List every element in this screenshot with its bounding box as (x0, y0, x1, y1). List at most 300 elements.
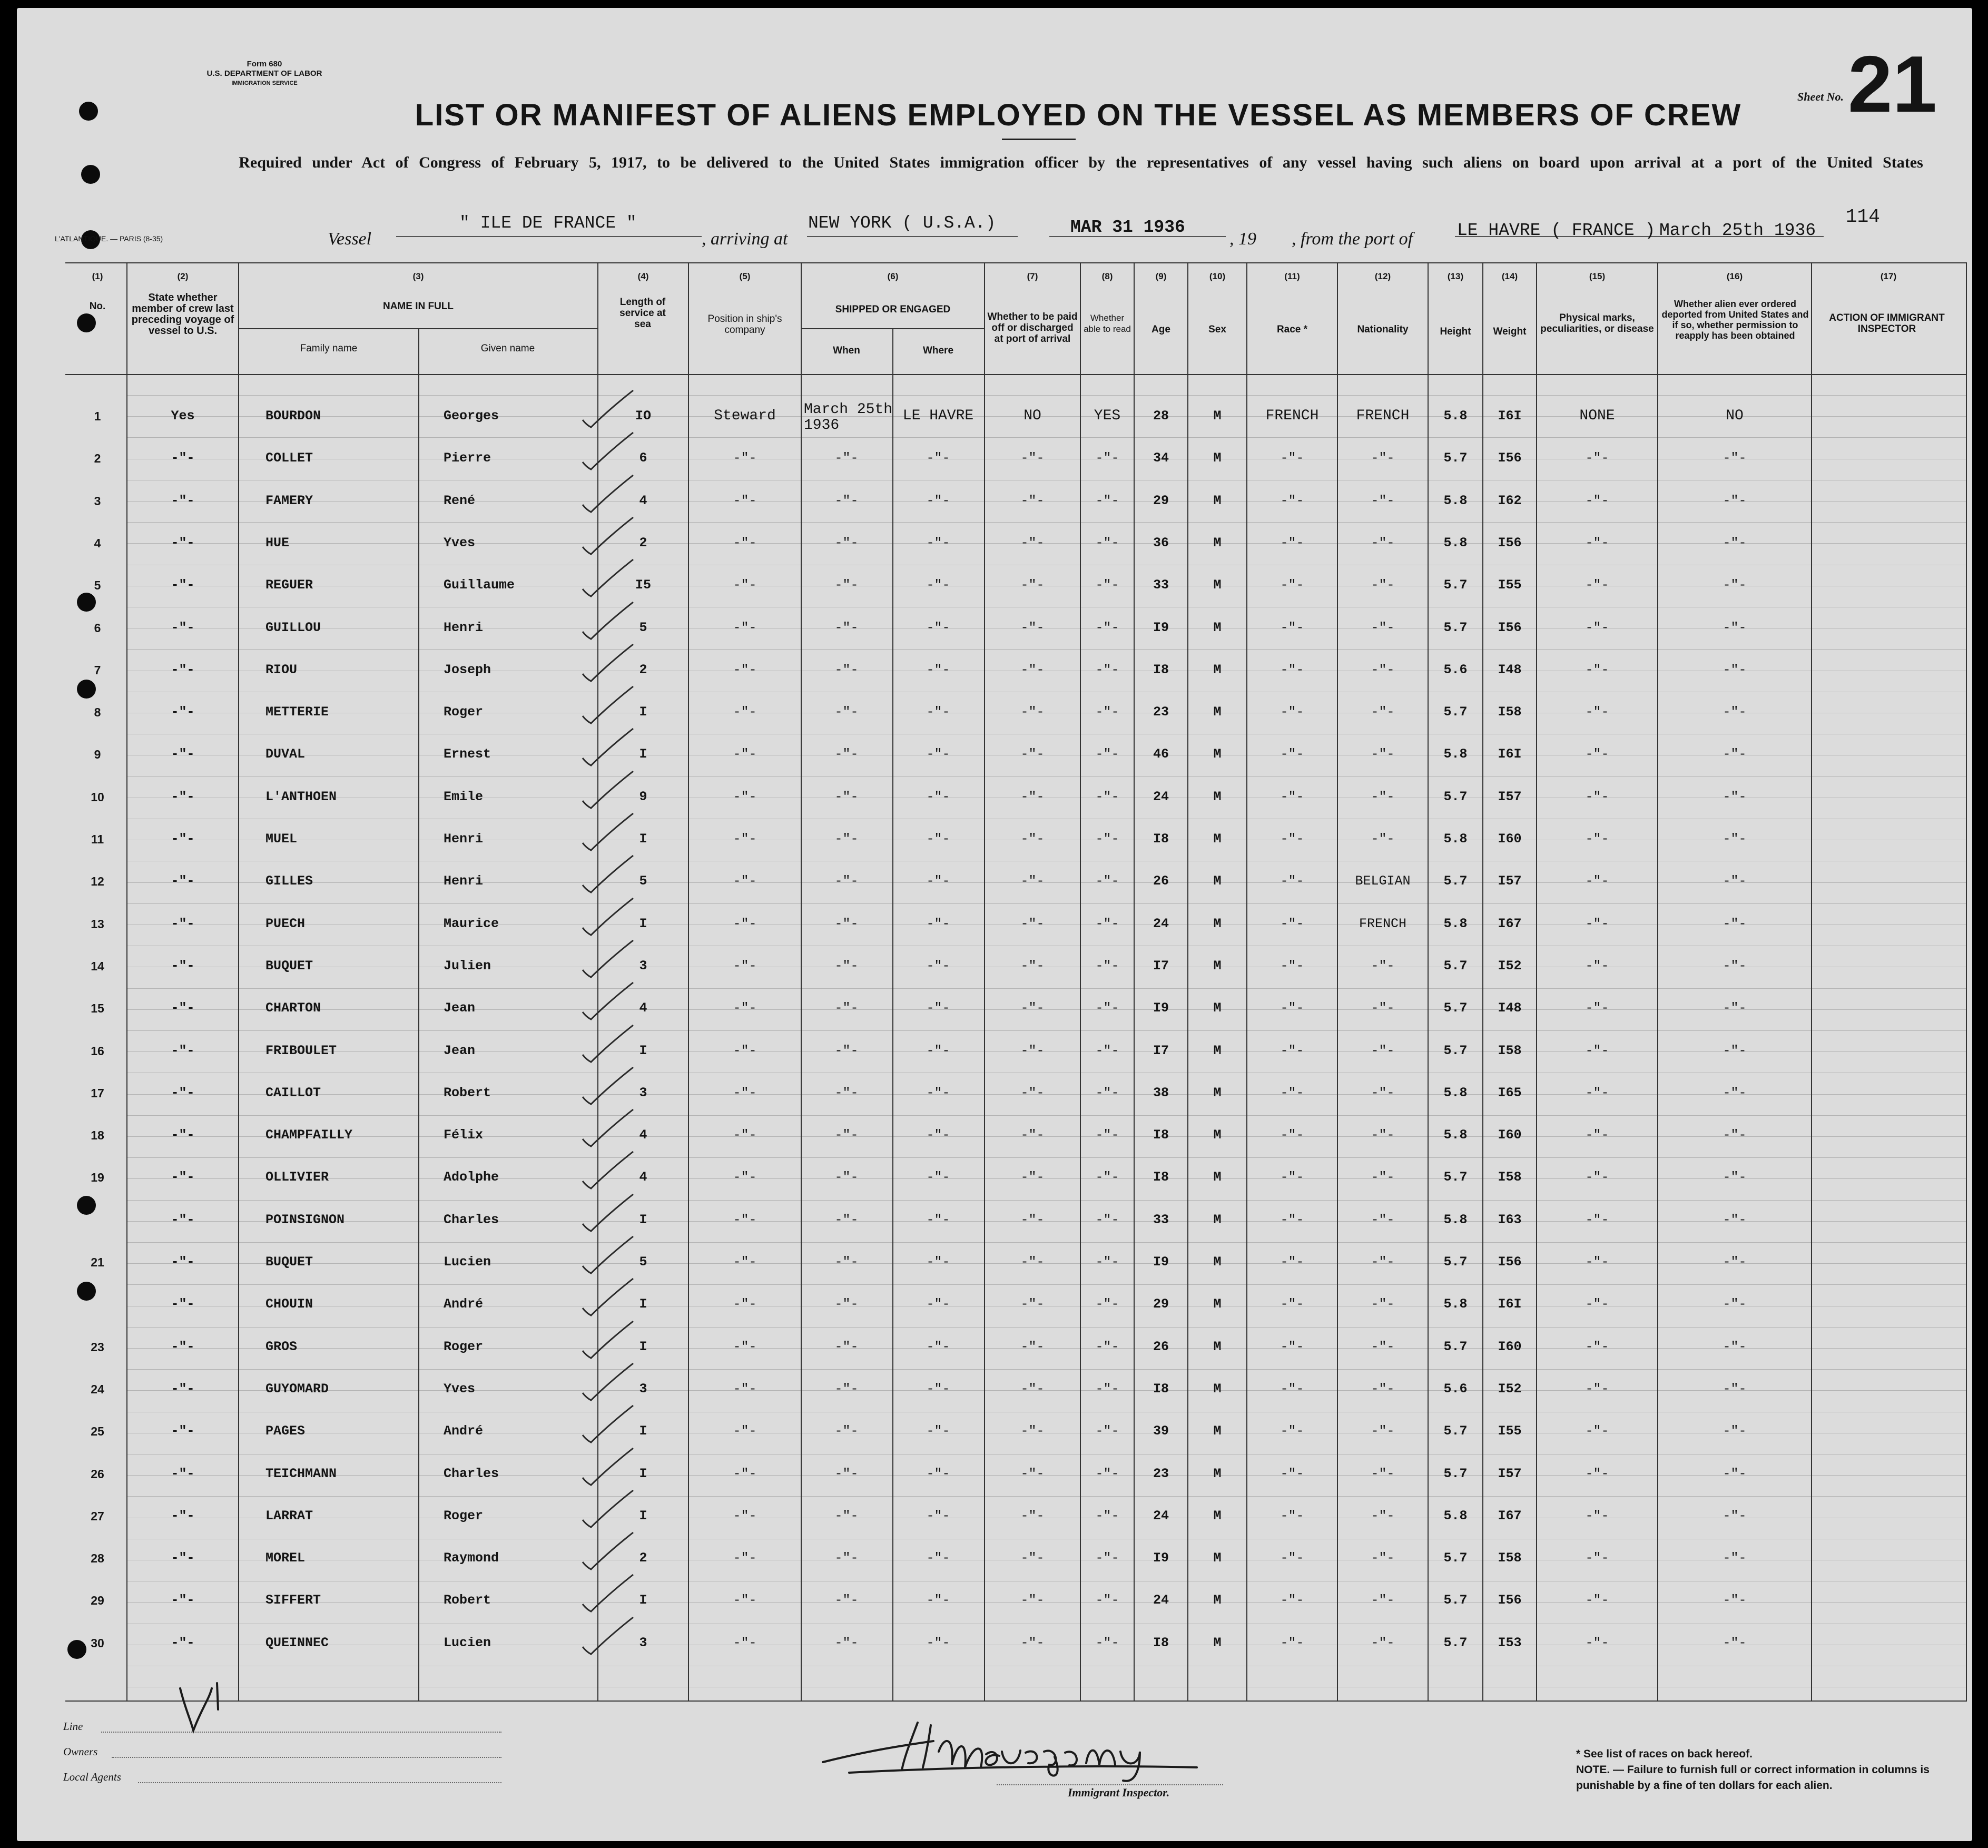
check-mark-icon (578, 1106, 636, 1148)
cell-marks: -"- (1585, 1593, 1609, 1608)
check-mark-icon (578, 1487, 636, 1529)
cell-sex: M (1213, 1466, 1222, 1481)
cell-paid: -"- (1020, 1254, 1045, 1270)
cell-age: 38 (1153, 1085, 1169, 1100)
cell-service: 4 (639, 493, 647, 508)
col-num-5: (5) (739, 271, 751, 281)
cell-sex: M (1213, 1085, 1222, 1100)
cell-given: Pierre (444, 450, 491, 466)
cell-family: REGUER (265, 577, 313, 593)
ruled-line (127, 395, 1966, 396)
cell-marks: -"- (1585, 789, 1609, 804)
cell-given: Henri (444, 873, 484, 889)
column-divider (1187, 262, 1188, 1700)
check-mark-icon (578, 810, 636, 852)
cell-family: PUECH (265, 916, 306, 931)
cell-sex: M (1213, 1635, 1222, 1650)
cell-position: -"- (733, 1043, 757, 1058)
cell-prev: -"- (171, 1000, 195, 1016)
column-divider (1657, 262, 1658, 1700)
cell-weight: I67 (1498, 1508, 1522, 1523)
cell-position: -"- (733, 1466, 757, 1481)
cell-position: -"- (733, 1169, 757, 1185)
cell-read: -"- (1095, 831, 1119, 847)
cell-height: 5.7 (1443, 1593, 1468, 1608)
cell-when: -"- (834, 916, 859, 931)
cell-sex: M (1213, 1423, 1222, 1439)
cell-given: André (444, 1296, 484, 1312)
cell-race: -"- (1280, 1423, 1304, 1439)
col-header-sex: Sex (1208, 324, 1226, 335)
check-mark-icon (578, 1445, 636, 1487)
arriving-port: NEW YORK ( U.S.A.) (808, 213, 996, 233)
ruled-line (127, 1115, 1966, 1116)
cell-age: 39 (1153, 1423, 1169, 1439)
column-divider (418, 329, 419, 1700)
cell-service: I (639, 1339, 647, 1354)
cell-sex: M (1213, 1127, 1222, 1143)
cell-weight: I6I (1498, 1296, 1522, 1312)
cell-family: GILLES (265, 873, 313, 889)
cell-family: OLLIVIER (265, 1169, 329, 1185)
cell-service: I (639, 1593, 647, 1608)
cell-when: -"- (834, 1339, 859, 1354)
cell-position: -"- (733, 958, 757, 974)
cell-weight: I6I (1498, 746, 1522, 762)
cell-no: 5 (94, 578, 101, 592)
cell-read: -"- (1095, 704, 1119, 720)
column-divider (984, 262, 985, 1700)
cell-sex: M (1213, 746, 1222, 762)
cell-marks: -"- (1585, 577, 1609, 593)
cell-prev: -"- (171, 958, 195, 974)
table-bottom-border (65, 1700, 1967, 1702)
cell-marks: -"- (1585, 535, 1609, 551)
cell-service: I (639, 1043, 647, 1058)
col-header-deported: Whether alien ever ordered deported from United States and if so, whether permission to reapply has been obtained (1661, 299, 1809, 341)
cell-height: 5.7 (1443, 1635, 1468, 1650)
cell-nationality: -"- (1371, 1085, 1395, 1100)
cell-paid: -"- (1020, 873, 1045, 889)
col-header-able-to-read: Whether able to read (1084, 313, 1131, 334)
cell-family: DUVAL (265, 746, 306, 762)
cell-prev: -"- (171, 1254, 195, 1270)
cell-service: 3 (639, 1381, 647, 1397)
ruled-line (127, 776, 1966, 777)
cell-race: -"- (1280, 1466, 1304, 1481)
cell-nationality: -"- (1371, 577, 1395, 593)
cell-nationality: -"- (1371, 746, 1395, 762)
cell-when: -"- (834, 704, 859, 720)
cell-family: L'ANTHOEN (265, 789, 337, 804)
cell-weight: I48 (1498, 662, 1522, 677)
cell-family: METTERIE (265, 704, 329, 720)
cell-paid: -"- (1020, 789, 1045, 804)
cell-age: 26 (1153, 873, 1169, 889)
cell-deported: NO (1726, 408, 1744, 424)
cell-nationality: -"- (1371, 1000, 1395, 1016)
owners-field (112, 1757, 501, 1758)
check-mark-icon (578, 556, 636, 598)
cell-when: -"- (834, 577, 859, 593)
cell-paid: -"- (1020, 1635, 1045, 1650)
cell-height: 5.7 (1443, 1254, 1468, 1270)
cell-given: Adolphe (444, 1169, 499, 1185)
col-num-9: (9) (1155, 271, 1167, 281)
cell-nationality: -"- (1371, 1381, 1395, 1397)
cell-marks: -"- (1585, 1296, 1609, 1312)
cell-deported: -"- (1723, 1212, 1747, 1227)
cell-height: 5.7 (1443, 1000, 1468, 1016)
title-underline (1002, 139, 1076, 140)
cell-deported: -"- (1723, 1508, 1747, 1523)
cell-sex: M (1213, 577, 1222, 593)
check-mark-icon (578, 514, 636, 556)
punch-hole (77, 1196, 96, 1215)
cell-where: -"- (926, 620, 950, 635)
cell-marks: -"- (1585, 746, 1609, 762)
cell-where: -"- (926, 916, 950, 931)
cell-service: I (639, 1508, 647, 1523)
cell-where: -"- (926, 1508, 950, 1523)
cell-marks: -"- (1585, 831, 1609, 847)
cell-sex: M (1213, 408, 1222, 424)
cell-nationality: -"- (1371, 1550, 1395, 1566)
subheader-rule (239, 328, 597, 329)
col-header-family-name: Family name (300, 343, 358, 354)
cell-read: -"- (1095, 577, 1119, 593)
cell-position: -"- (733, 1127, 757, 1143)
cell-marks: -"- (1585, 704, 1609, 720)
cell-height: 5.7 (1443, 704, 1468, 720)
cell-where: -"- (926, 831, 950, 847)
cell-where: -"- (926, 1254, 950, 1270)
cell-deported: -"- (1723, 704, 1747, 720)
cell-prev: -"- (171, 535, 195, 551)
cell-no: 29 (91, 1594, 104, 1607)
cell-race: -"- (1280, 493, 1304, 508)
check-mark-icon (578, 472, 636, 514)
cell-prev: -"- (171, 916, 195, 931)
cell-no: 21 (91, 1255, 104, 1269)
cell-age: I8 (1153, 1169, 1169, 1185)
cell-race: -"- (1280, 1593, 1304, 1608)
cell-service: I (639, 831, 647, 847)
cell-age: I9 (1153, 620, 1169, 635)
cell-when: -"- (834, 535, 859, 551)
cell-position: -"- (733, 577, 757, 593)
cell-when: -"- (834, 1635, 859, 1650)
col-num-13: (13) (1447, 271, 1464, 281)
cell-where: -"- (926, 1339, 950, 1354)
cell-age: 33 (1153, 577, 1169, 593)
check-mark-icon (578, 429, 636, 471)
column-divider (1134, 262, 1135, 1700)
cell-sex: M (1213, 958, 1222, 974)
cell-nationality: -"- (1371, 1423, 1395, 1439)
cell-service: I5 (635, 577, 651, 593)
cell-read: -"- (1095, 1085, 1119, 1100)
inspector-signature (818, 1715, 1218, 1788)
cell-service: I (639, 1466, 647, 1481)
cell-marks: -"- (1585, 873, 1609, 889)
cell-prev: -"- (171, 1423, 195, 1439)
cell-position: -"- (733, 746, 757, 762)
cell-nationality: -"- (1371, 1212, 1395, 1227)
cell-age: 34 (1153, 450, 1169, 466)
cell-deported: -"- (1723, 535, 1747, 551)
cell-prev: -"- (171, 1085, 195, 1100)
cell-weight: I55 (1498, 577, 1522, 593)
col-num-14: (14) (1501, 271, 1518, 281)
cell-paid: -"- (1020, 916, 1045, 931)
column-divider (1246, 262, 1247, 1700)
cell-nationality: -"- (1371, 704, 1395, 720)
cell-race: -"- (1280, 1254, 1304, 1270)
cell-when: -"- (834, 789, 859, 804)
cell-position: -"- (733, 1508, 757, 1523)
cell-deported: -"- (1723, 662, 1747, 677)
cell-paid: -"- (1020, 1466, 1045, 1481)
cell-age: I8 (1153, 1381, 1169, 1397)
cell-weight: I65 (1498, 1085, 1522, 1100)
col-header-service: Length of service at sea (619, 297, 666, 330)
cell-position: -"- (733, 1339, 757, 1354)
cell-age: 24 (1153, 789, 1169, 804)
cell-weight: I52 (1498, 1381, 1522, 1397)
cell-marks: -"- (1585, 1339, 1609, 1354)
cell-prev: -"- (171, 1508, 195, 1523)
column-divider (1428, 262, 1429, 1700)
cell-race: -"- (1280, 916, 1304, 931)
col-num-1: (1) (92, 271, 103, 281)
cell-prev: -"- (171, 450, 195, 466)
cell-nationality: -"- (1371, 493, 1395, 508)
cell-weight: I58 (1498, 1043, 1522, 1058)
cell-position: -"- (733, 704, 757, 720)
cell-nationality: FRENCH (1356, 408, 1410, 424)
cell-no: 18 (91, 1128, 104, 1142)
cell-when: -"- (834, 1550, 859, 1566)
ruled-line (127, 988, 1966, 989)
cell-height: 5.8 (1443, 408, 1468, 424)
cell-marks: -"- (1585, 1550, 1609, 1566)
cell-deported: -"- (1723, 916, 1747, 931)
footnote (1576, 1746, 1945, 1794)
cell-race: -"- (1280, 873, 1304, 889)
cell-weight: I53 (1498, 1635, 1522, 1650)
cell-read: -"- (1095, 1423, 1119, 1439)
cell-nationality: -"- (1371, 1508, 1395, 1523)
cell-paid: -"- (1020, 831, 1045, 847)
cell-when: -"- (834, 620, 859, 635)
cell-service: I (639, 1296, 647, 1312)
column-divider (1482, 262, 1483, 1700)
cell-sex: M (1213, 1296, 1222, 1312)
cell-family: SIFFERT (265, 1593, 321, 1608)
ruled-line (127, 1327, 1966, 1328)
cell-family: COLLET (265, 450, 313, 466)
cell-paid: -"- (1020, 450, 1045, 466)
cell-deported: -"- (1723, 1254, 1747, 1270)
cell-position: -"- (733, 1000, 757, 1016)
cell-race: FRENCH (1265, 408, 1319, 424)
check-mark-icon (578, 387, 636, 429)
cell-where: -"- (926, 873, 950, 889)
cell-age: I8 (1153, 1127, 1169, 1143)
cell-where: -"- (926, 1296, 950, 1312)
arriving-label: , arriving at (702, 229, 788, 249)
cell-marks: -"- (1585, 493, 1609, 508)
subheader-rule (802, 328, 984, 329)
col-header-age: Age (1152, 324, 1170, 335)
check-mark-icon (578, 1275, 636, 1318)
cell-given: Robert (444, 1593, 491, 1608)
year-label: , 19 (1229, 229, 1256, 249)
cell-service: 4 (639, 1127, 647, 1143)
cell-given: Raymond (444, 1550, 499, 1566)
cell-height: 5.7 (1443, 577, 1468, 593)
cell-paid: -"- (1020, 1000, 1045, 1016)
cell-nationality: -"- (1371, 1043, 1395, 1058)
cell-family: MUEL (265, 831, 298, 847)
cell-position: -"- (733, 916, 757, 931)
cell-age: I7 (1153, 958, 1169, 974)
cell-marks: -"- (1585, 1127, 1609, 1143)
cell-paid: -"- (1020, 1169, 1045, 1185)
cell-age: 29 (1153, 493, 1169, 508)
cell-no: 6 (94, 621, 101, 635)
cell-when: -"- (834, 1508, 859, 1523)
column-divider (688, 262, 689, 1700)
cell-when: -"- (834, 746, 859, 762)
date-stamp: MAR 31 1936 (1070, 218, 1185, 237)
cell-age: I9 (1153, 1254, 1169, 1270)
column-divider (126, 262, 127, 1700)
cell-sex: M (1213, 789, 1222, 804)
cell-service: 2 (639, 535, 647, 551)
cell-race: -"- (1280, 577, 1304, 593)
cell-where: -"- (926, 1085, 950, 1100)
cell-paid: -"- (1020, 1593, 1045, 1608)
cell-race: -"- (1280, 1127, 1304, 1143)
cell-marks: -"- (1585, 1169, 1609, 1185)
owners-label: Owners (63, 1745, 98, 1758)
col-header-previous-voyage: State whether member of crew last preceding voyage of vessel to U.S. (131, 292, 234, 337)
cell-paid: NO (1023, 408, 1041, 424)
cell-height: 5.8 (1443, 916, 1468, 931)
cell-where: -"- (926, 746, 950, 762)
cell-height: 5.8 (1443, 1212, 1468, 1227)
cell-deported: -"- (1723, 1296, 1747, 1312)
cell-deported: -"- (1723, 873, 1747, 889)
cell-deported: -"- (1723, 1043, 1747, 1058)
cell-given: Henri (444, 831, 484, 847)
cell-read: -"- (1095, 1550, 1119, 1566)
cell-marks: -"- (1585, 1508, 1609, 1523)
cell-position: -"- (733, 662, 757, 677)
check-mark-icon (578, 1318, 636, 1360)
cell-age: I9 (1153, 1550, 1169, 1566)
cell-marks: -"- (1585, 662, 1609, 677)
line-label: Line (63, 1720, 83, 1733)
col-num-2: (2) (177, 271, 189, 281)
ruled-line (127, 1030, 1966, 1031)
col-header-nationality: Nationality (1357, 324, 1409, 335)
cell-where: LE HAVRE (902, 408, 974, 424)
ruled-line (127, 649, 1966, 650)
cell-read: -"- (1095, 1043, 1119, 1058)
cell-given: Charles (444, 1466, 499, 1481)
cell-nationality: -"- (1371, 1127, 1395, 1143)
cell-nationality: -"- (1371, 450, 1395, 466)
cell-where: -"- (926, 1127, 950, 1143)
cell-prev: -"- (171, 1169, 195, 1185)
cell-height: 5.7 (1443, 873, 1468, 889)
cell-given: Jean (444, 1043, 476, 1058)
cell-given: Maurice (444, 916, 499, 931)
cell-age: I8 (1153, 662, 1169, 677)
inspector-label: Immigrant Inspector. (1068, 1786, 1170, 1799)
cell-height: 5.7 (1443, 1423, 1468, 1439)
check-mark-icon (578, 1571, 636, 1614)
cell-height: 5.7 (1443, 1466, 1468, 1481)
ruled-line (127, 1284, 1966, 1285)
cell-nationality: -"- (1371, 1593, 1395, 1608)
cell-family: PAGES (265, 1423, 306, 1439)
cell-deported: -"- (1723, 1593, 1747, 1608)
departure-date: March 25th 1936 (1659, 221, 1816, 240)
col-num-6: (6) (887, 271, 899, 281)
punch-hole (77, 1282, 96, 1301)
cell-height: 5.8 (1443, 1085, 1468, 1100)
cell-weight: I60 (1498, 831, 1522, 847)
cell-paid: -"- (1020, 1085, 1045, 1100)
punch-hole (77, 593, 96, 612)
cell-read: -"- (1095, 873, 1119, 889)
cell-when: -"- (834, 1593, 859, 1608)
vessel-name: " ILE DE FRANCE " (459, 213, 637, 233)
cell-when: -"- (834, 1466, 859, 1481)
column-divider (1080, 262, 1081, 1700)
cell-no: 13 (91, 917, 104, 931)
cell-height: 5.7 (1443, 1550, 1468, 1566)
sheet-subnumber: 114 (1846, 206, 1880, 228)
cell-paid: -"- (1020, 1339, 1045, 1354)
ruled-line (127, 1369, 1966, 1370)
handwritten-mark (170, 1678, 233, 1741)
col-num-3: (3) (412, 271, 424, 281)
cell-family: QUEINNEC (265, 1635, 329, 1650)
cell-race: -"- (1280, 1000, 1304, 1016)
cell-read: -"- (1095, 1466, 1119, 1481)
cell-when: -"- (834, 1296, 859, 1312)
cell-race: -"- (1280, 831, 1304, 847)
punch-hole (79, 102, 98, 121)
cell-race: -"- (1280, 1508, 1304, 1523)
cell-sex: M (1213, 1000, 1222, 1016)
cell-read: -"- (1095, 1635, 1119, 1650)
cell-family: BOURDON (265, 408, 321, 424)
cell-race: -"- (1280, 1169, 1304, 1185)
cell-read: -"- (1095, 1593, 1119, 1608)
local-agents-label: Local Agents (63, 1771, 121, 1783)
ruled-line (127, 1200, 1966, 1201)
cell-height: 5.7 (1443, 1339, 1468, 1354)
cell-family: GUILLOU (265, 620, 321, 635)
cell-prev: -"- (171, 620, 195, 635)
cell-sex: M (1213, 916, 1222, 931)
